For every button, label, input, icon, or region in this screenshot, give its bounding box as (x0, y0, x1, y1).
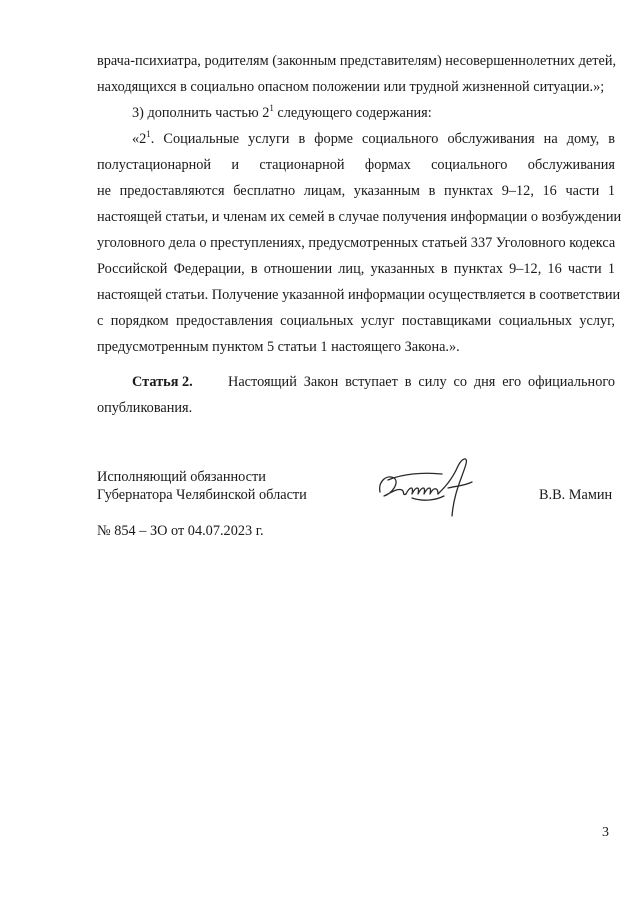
paragraph-text: . Социальные услуги в форме социального обслуживания на дому, в (150, 131, 615, 147)
item-3 (132, 104, 615, 122)
body-line: не предоставляются бесплатно лицам, указанным в пунктах 9–12, 16 части 1 (97, 183, 615, 199)
article-2-text: Настоящий Закон вступает в силу со дня его официального (228, 374, 615, 390)
body-line: с порядком предоставления социальных услуг поставщиками социальных услуг, (97, 313, 615, 329)
paragraph-superscript: 1 (146, 129, 151, 139)
body-line: предусмотренным пунктом 5 статьи 1 настоящего Закона.». (97, 339, 460, 355)
body-line: Российской Федерации, в отношении лиц, указанных в пунктах 9–12, 16 части 1 (97, 261, 615, 277)
article-2-title: Статья 2. (132, 374, 193, 390)
body-line: полустационарной и стационарной формах социального обслуживания (97, 157, 615, 173)
body-line: настоящей статьи. Получение указанной информации осуществляется в соответствии (97, 287, 621, 303)
body-line: находящихся в социально опасном положении или трудной жизненной ситуации.»; (97, 79, 605, 95)
signatory-name: В.В. Мамин (539, 487, 613, 503)
article-2-continuation: опубликования. (97, 400, 193, 416)
page-number: 3 (602, 825, 609, 840)
signatory-position-line2: Губернатора Челябинской области (97, 487, 307, 503)
signatory-position-line1: Исполняющий обязанности (97, 469, 266, 485)
body-line: настоящей статьи, и членам их семей в случае получения информации о возбуждении (97, 209, 622, 225)
item-3-prefix: 3) дополнить частью 2 (132, 105, 270, 121)
body-line: врача-психиатра, родителям (законным представителям) несовершеннолетних детей, (97, 53, 617, 69)
item-3-suffix: следующего содержания: (273, 105, 432, 121)
paragraph-number: «2 (132, 131, 147, 147)
paragraph-first-line (132, 130, 615, 148)
body-line: уголовного дела о преступлениях, предусмотренных статьей 337 Уголовного кодекса (97, 235, 616, 251)
item-3-superscript: 1 (269, 103, 274, 113)
law-number: № 854 – ЗО от 04.07.2023 г. (97, 523, 264, 539)
handwritten-signature (372, 452, 482, 518)
